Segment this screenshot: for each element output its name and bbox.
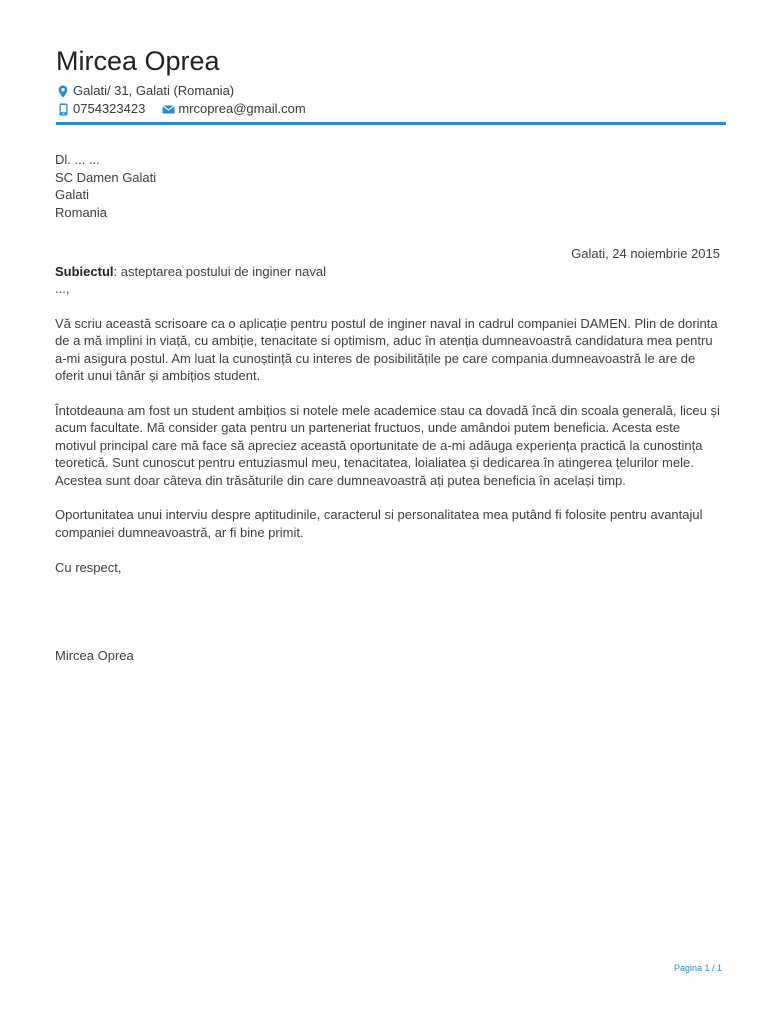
header-divider [56,122,726,125]
page-number: Pagina 1 / 1 [673,963,722,973]
address-row [56,82,725,100]
recipient-line: Dl. ... ... [55,152,100,167]
body-paragraph: Vă scriu această scrisoare ca o aplicație pentru postul de inginer naval in cadrul companiei DAMEN. Plin de dorinta de a mă implini in viață, cu ambiție, tenacitate si optimism, aduc în atenția dumneavoastră candidatura mea pentru a-mi asigura postul. Am luat la cunoștință cu interes de posibilitățile pe care compania dumneavoastră le are de oferit unui tânăr și ambițios student. [55,315,718,383]
recipient-city: Galati [55,187,89,202]
body-paragraph: Întotdeauna am fost un student ambițios si notele mele academice stau ca dovadă încă din scoala generală, liceu și acum facultate. Mă consider gata pentru un parteneriat fructuos, unde amândoi putem beneficia. Acesta este motivul principal care mă face să apreciez această oportunitate de a-mi adăuga experiența practică la cunostința teoretică. Sunt cunoscut pentru entuziasmul meu, tenacitatea, loialiatea și dedicarea în atingerea țelurilor mele. Acestea sunt doar câteva din trăsăturile din care dumneavoastră ați putea beneficia în același timp. [55,402,720,488]
location-pin-icon [56,84,70,98]
letter-header [56,44,725,118]
contact-row [56,100,725,118]
signature-name: Mircea Oprea [55,647,134,663]
closing: Cu respect, [55,560,122,575]
subject-line [55,263,720,281]
subject-label: Subiectul [55,263,114,279]
salutation: ..., [55,281,70,296]
envelope-icon [161,102,175,116]
recipient-block [55,151,720,221]
sender-address: Galati/ 31, Galati (Romania) [73,83,235,98]
subject-text: : asteptarea postului de inginer naval [113,263,326,279]
letter-date: Galati, 24 noiembrie 2015 [571,246,720,261]
mobile-phone-icon [56,102,70,116]
body-paragraph: Oportunitatea unui interviu despre aptitudinile, caracterul si personalitatea mea putând fi folosite pentru avantajul companiei dumneavoastră, ar fi bine primit. [55,507,703,540]
recipient-company: SC Damen Galati [55,169,157,185]
letter-body [55,151,720,664]
sender-phone[interactable]: 0754323423 [73,101,146,116]
recipient-country: Romania [55,204,108,220]
sender-email[interactable]: mrcoprea@gmail.com [178,101,306,116]
sender-name: Mircea Oprea [56,46,220,76]
